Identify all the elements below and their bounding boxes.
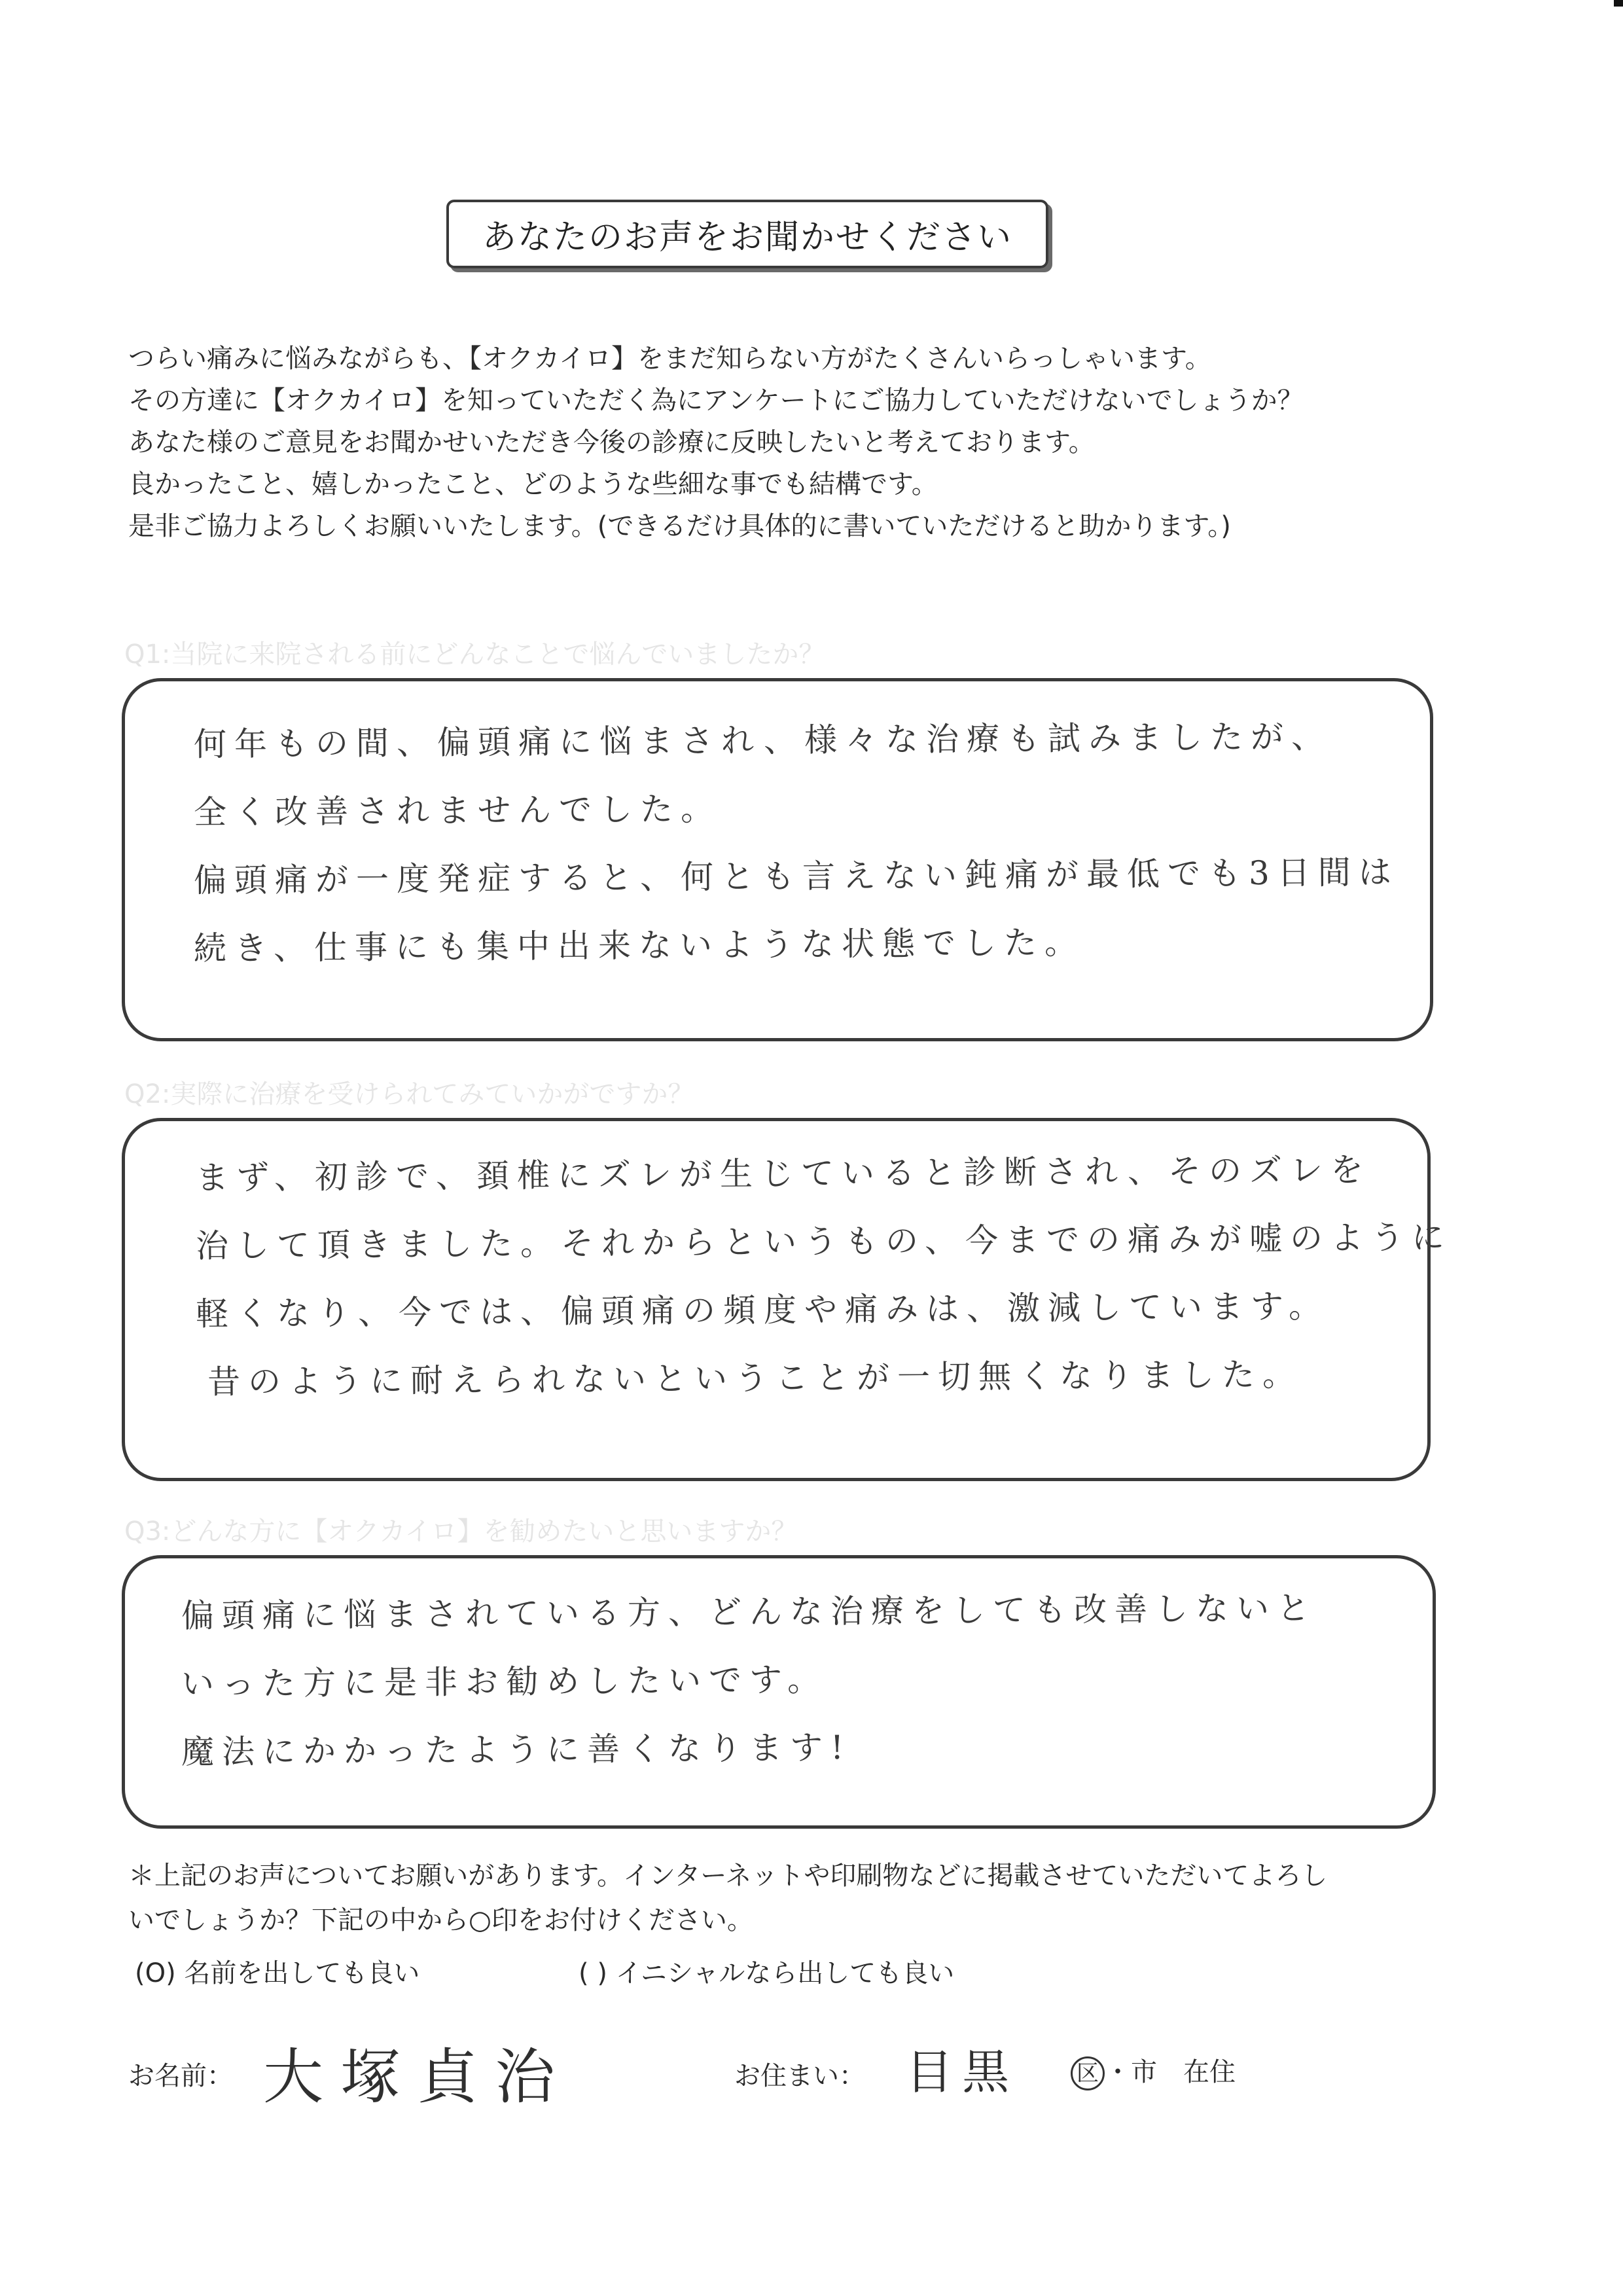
- consent-paragraph: [128, 1854, 1503, 1943]
- residence-value: 目黒: [906, 2045, 1019, 2100]
- intro-line: その方達に【オクカイロ】を知っていただく為にアンケートにご協力していただけないでしょうか？: [128, 386, 1304, 416]
- ward-suffix: ・市 在住: [1105, 2057, 1236, 2087]
- answer-line: 魔法にかかったように善くなります!: [181, 1728, 852, 1772]
- answer-line: いった方に是非お勧めしたいです。: [181, 1660, 829, 1704]
- question-3: Q3:どんな方に【オクカイロ】を勧めたいと思いますか？: [124, 1516, 798, 1547]
- intro-line: あなた様のご意見をお聞かせいただき今後の診療に反映したいと考えております。: [128, 427, 1095, 457]
- intro-line: つらい痛みに悩みながらも、【オクカイロ】をまだ知らない方がたくさんいらっしゃいます。: [128, 344, 1211, 374]
- title-box: [446, 200, 1048, 268]
- answer-line: まず、初診で、頚椎にズレが生じていると診断され、そのズレを: [195, 1151, 1372, 1197]
- question-1: Q1:当院に来院される前にどんなことで悩んでいましたか？: [124, 639, 825, 670]
- name-label: お名前：: [128, 2061, 233, 2091]
- answer-box-3: [122, 1555, 1436, 1829]
- answer-line: 続き、仕事にも集中出来ないような状態でした。: [193, 923, 1086, 968]
- answer-line: 軽くなり、今では、偏頭痛の頻度や痛みは、激減しています。: [195, 1287, 1330, 1333]
- question-2: Q2:実際に治療を受けられてみていかがですか？: [124, 1079, 694, 1109]
- answer-line: 昔のように耐えられないということが一切無くなりました。: [207, 1355, 1304, 1401]
- page-title: あなたのお声をお聞かせください: [482, 218, 1012, 257]
- intro-line: 是非ご協力よろしくお願いいたします。(できるだけ具体的に書いていただけると助かります。): [128, 511, 1231, 541]
- ward-circled-mark: 区: [1071, 2056, 1105, 2090]
- ward-field: [1071, 2051, 1236, 2090]
- answer-line: 治して頂きました。それからというもの、今までの痛みが嘘のように: [195, 1218, 1453, 1265]
- answer-line: 何年もの間、偏頭痛に悩まされ、様々な治療も試みましたが、: [193, 717, 1332, 764]
- consent-line: ＊上記のお声についてお願いがあります。インターネットや印刷物などに掲載させていただいてよろし: [128, 1861, 1328, 1891]
- option-initial-ok[interactable]: ( ) イニシャルなら出しても良い: [579, 1958, 955, 1988]
- answer-line: 偏頭痛に悩まされている方、どんな治療をしても改善しないと: [181, 1588, 1318, 1636]
- intro-line: 良かったこと、嬉しかったこと、どのような些細な事でも結構です。: [128, 469, 938, 499]
- answer-line: 全く改善されませんでした。: [193, 789, 722, 832]
- consent-line: いでしょうか？下記の中から○印をお付けください。: [128, 1905, 753, 1935]
- answer-2-text: [196, 1139, 1452, 1412]
- answer-line: 偏頭痛が一度発症すると、何とも言えない鈍痛が最低でも3日間は: [193, 853, 1399, 900]
- scan-corner-mark: [1614, 0, 1623, 7]
- answer-box-2: [122, 1118, 1453, 1481]
- answer-1-text: [194, 706, 1399, 978]
- name-value: 大塚貞治: [263, 2042, 573, 2112]
- answer-3-text: [181, 1578, 1317, 1782]
- answer-box-1: [122, 678, 1433, 1041]
- residence-label: お住まい：: [734, 2061, 865, 2091]
- option-name-ok[interactable]: (O) 名前を出しても良い: [135, 1958, 420, 1988]
- intro-paragraph: [128, 338, 1503, 547]
